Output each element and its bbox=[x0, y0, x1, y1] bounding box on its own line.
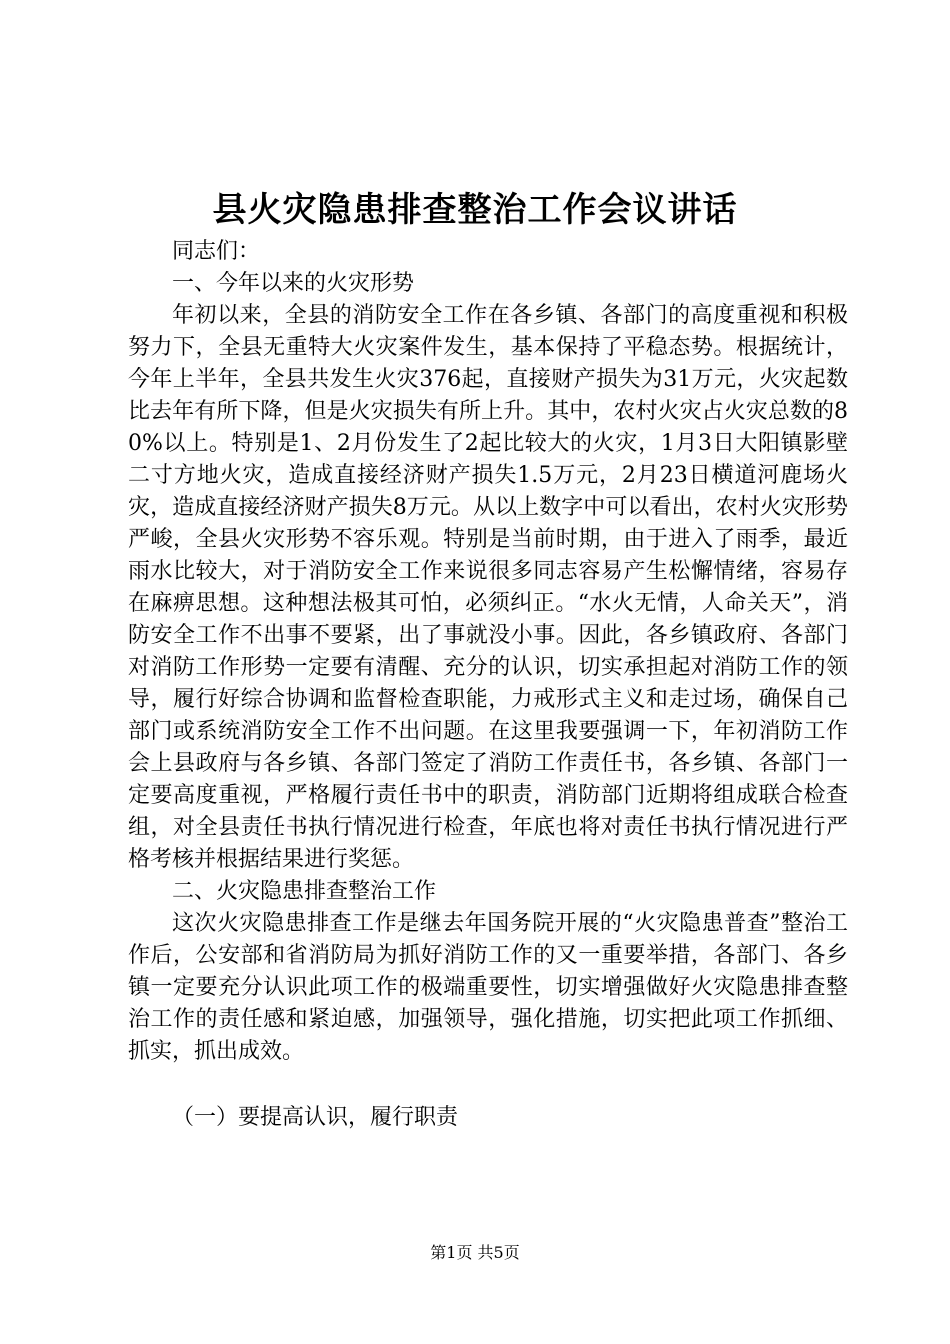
salutation: 同志们： bbox=[172, 239, 261, 264]
paragraph-fire-situation: 年初以来，全县的消防安全工作在各乡镇、各部门的高度重视和积极努力下，全县无重特大火灾案件发生，基本保持了平稳态势。根据统计，今年上半年，全县共发生火灾376起，直接财产损失为31万元，火灾起数比去年有所下降，但是火灾损失有所上升。其中，农村火灾占火灾总数的80%以上。特别是1、2月份发生了2起比较大的火灾，1月3日大阳镇影壁二寸方地火灾，造成直接经济财产损失1.5万元，2月23日横道河鹿场火灾，造成直接经济财产损失8万元。从以上数字中可以看出，农村火灾形势严峻，全县火灾形势不容乐观。特别是当前时期，由于进入了雨季，最近雨水比较大，对于消防安全工作来说很多同志容易产生松懈情绪，容易存在麻痹思想。这种想法极其可怕，必须纠正。“水火无情，人命关天”，消防安全工作不出事不要紧，出了事就没小事。因此，各乡镇政府、各部门对消防工作形势一定要有清醒、充分的认识，切实承担起对消防工作的领导，履行好综合协调和监督检查职能，力戒形式主义和走过场，确保自己部门或系统消防安全工作不出问题。在这里我要强调一下，年初消防工作会上县政府与各乡镇、各部门签定了消防工作责任书，各乡镇、各部门一定要高度重视，严格履行责任书中的职责，消防部门近期将组成联合检查组，对全县责任书执行情况进行检查，年底也将对责任书执行情况进行严格考核并根据结果进行奖惩。 bbox=[128, 303, 848, 872]
paragraph-hazard-inspection: 这次火灾隐患排查工作是继去年国务院开展的“火灾隐患普查”整治工作后，公安部和省消防局为抓好消防工作的又一重要举措，各部门、各乡镇一定要充分认识此项工作的极端重要性，切实增强做好火灾隐患排查整治工作的责任感和紧迫感，加强领导，强化措施，切实把此项工作抓细、抓实，抓出成效。 bbox=[128, 911, 848, 1064]
page-number-footer: 第1页 共5页 bbox=[430, 1243, 520, 1262]
document-title: 县火灾隐患排查整治工作会议讲话 bbox=[212, 190, 738, 230]
document-body bbox=[128, 236, 848, 1134]
section-heading-1: 一、今年以来的火灾形势 bbox=[172, 271, 415, 296]
subsection-heading-1: （一）要提高认识，履行职责 bbox=[172, 1105, 459, 1130]
section-heading-2: 二、火灾隐患排查整治工作 bbox=[172, 879, 437, 904]
